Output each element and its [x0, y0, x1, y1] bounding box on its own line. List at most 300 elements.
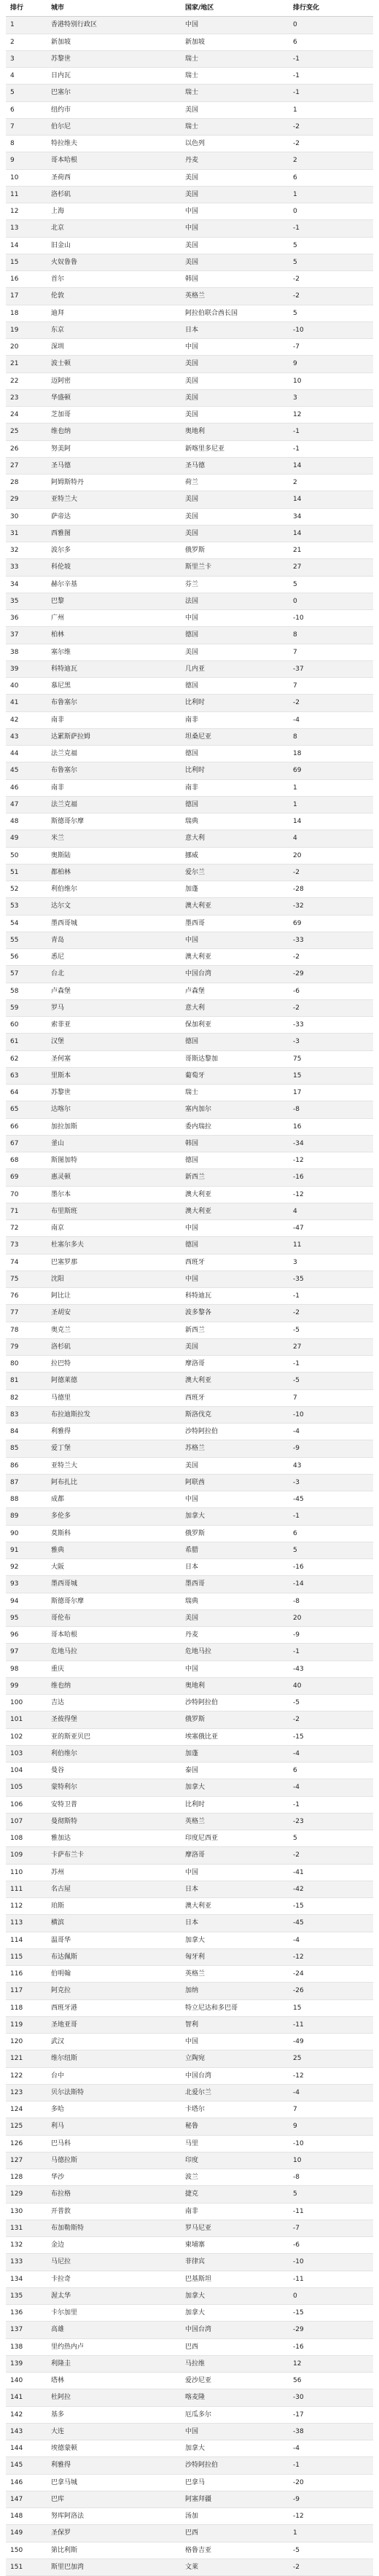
cell-country: 加拿大 — [181, 1932, 289, 1948]
cell-rank: 18 — [6, 305, 47, 321]
table-row — [6, 152, 373, 169]
cell-country: 几内亚 — [181, 660, 289, 677]
cell-country: 美国 — [181, 644, 289, 660]
cell-city: 伦敦 — [47, 288, 181, 305]
cell-rank: 61 — [6, 1034, 47, 1050]
cell-rank: 54 — [6, 915, 47, 932]
table-body — [6, 17, 373, 2576]
cell-rank: 142 — [6, 2406, 47, 2423]
cell-rank-change: 8 — [289, 728, 373, 745]
cell-rank: 81 — [6, 1373, 47, 1389]
cell-city: 卡尔加里 — [47, 2305, 181, 2322]
table-row — [6, 1203, 373, 1219]
cell-country: 墨西哥 — [181, 915, 289, 932]
cell-rank: 16 — [6, 271, 47, 288]
cell-city: 布鲁塞尔 — [47, 762, 181, 779]
table-row — [6, 915, 373, 932]
cell-rank: 38 — [6, 644, 47, 660]
cell-country: 中国 — [181, 610, 289, 627]
cell-city: 苏黎世 — [47, 50, 181, 67]
cell-city: 亚的斯亚贝巴 — [47, 1728, 181, 1745]
cell-city: 维也纳 — [47, 424, 181, 440]
cell-rank: 3 — [6, 50, 47, 67]
cell-rank: 139 — [6, 2355, 47, 2372]
cell-rank: 80 — [6, 1356, 47, 1373]
cell-rank-change: -5 — [289, 1322, 373, 1338]
cell-rank: 57 — [6, 966, 47, 983]
cell-country: 波多黎各 — [181, 1305, 289, 1322]
cell-rank-change: 56 — [289, 2373, 373, 2389]
cell-city: 慕尼黑 — [47, 678, 181, 695]
table-row — [6, 1813, 373, 1830]
cell-rank-change: -6 — [289, 983, 373, 999]
cell-rank: 63 — [6, 1067, 47, 1084]
table-row — [6, 1135, 373, 1152]
cell-rank-change: -5 — [289, 1373, 373, 1389]
table-row — [6, 1101, 373, 1118]
cell-country: 英格兰 — [181, 1813, 289, 1830]
cell-rank: 13 — [6, 220, 47, 237]
table-row — [6, 2034, 373, 2050]
cell-country: 加拿大 — [181, 2440, 289, 2457]
table-row — [6, 1491, 373, 1508]
table-row — [6, 1864, 373, 1881]
cell-city: 迪拜 — [47, 305, 181, 321]
table-row — [6, 1457, 373, 1474]
header-row — [6, 0, 373, 17]
cell-city: 达喀尔 — [47, 1101, 181, 1118]
cell-rank: 41 — [6, 695, 47, 711]
table-row — [6, 1271, 373, 1287]
cell-country: 英格兰 — [181, 288, 289, 305]
cell-rank: 22 — [6, 372, 47, 389]
cell-rank: 50 — [6, 847, 47, 864]
cell-city: 青岛 — [47, 932, 181, 948]
cell-rank: 131 — [6, 2220, 47, 2236]
cell-country: 美国 — [181, 389, 289, 406]
cell-rank: 49 — [6, 830, 47, 847]
table-row — [6, 627, 373, 644]
cell-city: 奥克兰 — [47, 1322, 181, 1338]
cell-rank-change: -2 — [289, 1847, 373, 1864]
cell-rank-change: -2 — [289, 695, 373, 711]
table-row — [6, 2186, 373, 2203]
table-row — [6, 2271, 373, 2287]
cell-rank-change: 16 — [289, 1118, 373, 1135]
cell-rank-change: -4 — [289, 2084, 373, 2101]
cell-city: 曼彻斯特 — [47, 1813, 181, 1830]
table-row — [6, 1424, 373, 1440]
cell-rank: 75 — [6, 1271, 47, 1287]
table-row — [6, 1966, 373, 1983]
table-row — [6, 728, 373, 745]
table-row — [6, 288, 373, 305]
cell-city: 曼谷 — [47, 1763, 181, 1779]
cell-country: 奥地利 — [181, 424, 289, 440]
cell-country: 匈牙利 — [181, 1948, 289, 1965]
table-row — [6, 1559, 373, 1576]
table-row — [6, 2016, 373, 2033]
cell-country: 喀麦隆 — [181, 2389, 289, 2406]
table-row — [6, 2491, 373, 2507]
cell-rank: 5 — [6, 85, 47, 101]
cell-rank-change: 1 — [289, 101, 373, 118]
cell-city: 雅加达 — [47, 1830, 181, 1847]
cell-rank-change: -42 — [289, 1881, 373, 1897]
cell-rank-change: 5 — [289, 1830, 373, 1847]
table-row — [6, 2067, 373, 2084]
cell-rank: 34 — [6, 576, 47, 593]
table-row — [6, 2559, 373, 2575]
cell-rank-change: 6 — [289, 34, 373, 50]
cell-rank-change: 14 — [289, 457, 373, 474]
table-row — [6, 864, 373, 881]
cell-rank: 4 — [6, 68, 47, 85]
cell-country: 中国 — [181, 932, 289, 948]
table-row — [6, 2287, 373, 2304]
table-row — [6, 830, 373, 847]
table-row — [6, 2237, 373, 2254]
cell-rank: 78 — [6, 1322, 47, 1338]
cell-rank-change: 3 — [289, 1254, 373, 1271]
cell-city: 莫斯科 — [47, 1525, 181, 1542]
table-row — [6, 813, 373, 830]
cell-rank-change: 11 — [289, 1237, 373, 1254]
cell-rank: 35 — [6, 593, 47, 609]
cell-rank: 76 — [6, 1288, 47, 1305]
cell-city: 利伯维尔 — [47, 1745, 181, 1762]
cell-rank-change: -12 — [289, 2508, 373, 2525]
table-row — [6, 2135, 373, 2152]
cell-country: 印度尼西亚 — [181, 1830, 289, 1847]
table-row — [6, 1338, 373, 1355]
cell-rank-change: -33 — [289, 1017, 373, 1034]
cell-country: 中国 — [181, 1271, 289, 1287]
cell-city: 达尔文 — [47, 898, 181, 915]
table-row — [6, 949, 373, 966]
cell-city: 华盛顿 — [47, 389, 181, 406]
cell-rank-change: -41 — [289, 1864, 373, 1881]
cell-city: 名古屋 — [47, 1881, 181, 1897]
cell-country: 日本 — [181, 1559, 289, 1576]
cell-rank-change: -11 — [289, 2271, 373, 2287]
cell-country: 北爱尔兰 — [181, 2084, 289, 2101]
cell-country: 澳大利亚 — [181, 949, 289, 966]
table-row — [6, 1932, 373, 1948]
cell-country: 中国 — [181, 2034, 289, 2050]
cell-country: 委内瑞拉 — [181, 1118, 289, 1135]
cell-rank: 144 — [6, 2440, 47, 2457]
cell-country: 比利时 — [181, 1796, 289, 1813]
cell-city: 北京 — [47, 220, 181, 237]
table-row — [6, 1915, 373, 1932]
cell-rank: 21 — [6, 356, 47, 372]
cell-country: 美国 — [181, 186, 289, 203]
cell-country: 罗马尼亚 — [181, 2220, 289, 2236]
cell-city: 洛杉矶 — [47, 1338, 181, 1355]
cell-rank-change: 20 — [289, 1609, 373, 1626]
cell-rank-change: -8 — [289, 1593, 373, 1609]
cell-country: 智利 — [181, 2016, 289, 2033]
cell-city: 巴拿马城 — [47, 2474, 181, 2491]
table-row — [6, 1305, 373, 1322]
table-row — [6, 1373, 373, 1389]
table-row — [6, 1830, 373, 1847]
cell-city: 武汉 — [47, 2034, 181, 2050]
cell-city: 釜山 — [47, 1135, 181, 1152]
cell-country: 保加利亚 — [181, 1017, 289, 1034]
cell-city: 科特迪瓦 — [47, 660, 181, 677]
cell-rank-change: 5 — [289, 237, 373, 254]
cell-city: 首尔 — [47, 271, 181, 288]
city-ranking-table — [6, 0, 373, 2576]
cell-rank-change: -29 — [289, 966, 373, 983]
cell-rank-change: -4 — [289, 1932, 373, 1948]
table-row — [6, 559, 373, 576]
table-row — [6, 1474, 373, 1491]
table-row — [6, 389, 373, 406]
cell-rank: 14 — [6, 237, 47, 254]
cell-rank-change: 7 — [289, 644, 373, 660]
cell-rank-change: 9 — [289, 2118, 373, 2135]
cell-city: 华沙 — [47, 2169, 181, 2186]
cell-rank-change: 4 — [289, 830, 373, 847]
cell-rank-change: -16 — [289, 1559, 373, 1576]
cell-rank: 93 — [6, 1576, 47, 1593]
cell-rank-change: -5 — [289, 2542, 373, 2559]
cell-rank: 37 — [6, 627, 47, 644]
table-row — [6, 1254, 373, 1271]
cell-rank-change: 0 — [289, 593, 373, 609]
cell-city: 惠灵顿 — [47, 1169, 181, 1186]
cell-rank-change: 1 — [289, 186, 373, 203]
cell-rank: 33 — [6, 559, 47, 576]
cell-city: 洛杉矶 — [47, 186, 181, 203]
cell-city: 利雅得 — [47, 1424, 181, 1440]
table-row — [6, 2406, 373, 2423]
cell-rank-change: 12 — [289, 2355, 373, 2372]
cell-rank: 40 — [6, 678, 47, 695]
cell-rank-change: 21 — [289, 542, 373, 559]
cell-rank-change: -49 — [289, 2034, 373, 2050]
cell-rank: 117 — [6, 1983, 47, 1999]
cell-rank: 44 — [6, 746, 47, 762]
cell-rank: 123 — [6, 2084, 47, 2101]
table-row — [6, 34, 373, 50]
cell-city: 圣保罗 — [47, 2525, 181, 2542]
cell-country: 马拉维 — [181, 2355, 289, 2372]
table-row — [6, 68, 373, 85]
table-row — [6, 1237, 373, 1254]
cell-city: 横滨 — [47, 1915, 181, 1932]
cell-rank-change: -17 — [289, 2406, 373, 2423]
cell-country: 德国 — [181, 796, 289, 813]
cell-country: 澳大利亚 — [181, 1898, 289, 1915]
cell-city: 南非 — [47, 711, 181, 728]
cell-city: 伯尔尼 — [47, 118, 181, 135]
cell-city: 萨帝达 — [47, 508, 181, 525]
cell-rank: 59 — [6, 999, 47, 1016]
cell-city: 台中 — [47, 2067, 181, 2084]
cell-country: 加蓬 — [181, 1745, 289, 1762]
cell-rank-change: 7 — [289, 678, 373, 695]
cell-city: 巴马科 — [47, 2135, 181, 2152]
cell-rank-change: -2 — [289, 118, 373, 135]
cell-city: 布达佩斯 — [47, 1948, 181, 1965]
cell-rank: 98 — [6, 1660, 47, 1677]
cell-city: 利雅得 — [47, 2457, 181, 2474]
cell-country: 丹麦 — [181, 152, 289, 169]
cell-country: 埃塞俄比亚 — [181, 1728, 289, 1745]
table-row — [6, 2457, 373, 2474]
cell-country: 汤加 — [181, 2508, 289, 2525]
table-row — [6, 2423, 373, 2440]
cell-rank-change: -2 — [289, 288, 373, 305]
cell-rank: 64 — [6, 1085, 47, 1101]
cell-rank: 102 — [6, 1728, 47, 1745]
cell-rank-change: 2 — [289, 475, 373, 491]
cell-country: 德国 — [181, 627, 289, 644]
cell-rank: 101 — [6, 1712, 47, 1728]
table-row — [6, 1542, 373, 1558]
cell-rank-change: 1 — [289, 796, 373, 813]
cell-rank: 150 — [6, 2542, 47, 2559]
cell-rank: 56 — [6, 949, 47, 966]
cell-country: 坦桑尼亚 — [181, 728, 289, 745]
cell-rank: 104 — [6, 1763, 47, 1779]
cell-rank-change: 8 — [289, 627, 373, 644]
cell-country: 美国 — [181, 101, 289, 118]
table-row — [6, 1660, 373, 1677]
cell-city: 布拉格 — [47, 2186, 181, 2203]
cell-rank: 42 — [6, 711, 47, 728]
table-row — [6, 2525, 373, 2542]
cell-rank: 12 — [6, 203, 47, 220]
cell-city: 南非 — [47, 779, 181, 796]
header-city: 城市 — [47, 0, 181, 17]
cell-rank: 83 — [6, 1406, 47, 1423]
table-row — [6, 2050, 373, 2067]
cell-city: 巴黎 — [47, 593, 181, 609]
cell-rank: 100 — [6, 1695, 47, 1712]
cell-city: 圣地亚哥 — [47, 2016, 181, 2033]
cell-rank-change: -28 — [289, 881, 373, 898]
cell-country: 美国 — [181, 1609, 289, 1626]
cell-rank-change: 5 — [289, 305, 373, 321]
cell-country: 沙特阿拉伯 — [181, 2457, 289, 2474]
cell-country: 英格兰 — [181, 1966, 289, 1983]
cell-rank: 17 — [6, 288, 47, 305]
cell-rank: 67 — [6, 1135, 47, 1152]
cell-city: 温哥华 — [47, 1932, 181, 1948]
cell-rank-change: -3 — [289, 1034, 373, 1050]
cell-rank: 26 — [6, 440, 47, 457]
cell-rank-change: 6 — [289, 1763, 373, 1779]
cell-rank: 52 — [6, 881, 47, 898]
cell-country: 奥地利 — [181, 1677, 289, 1694]
cell-rank-change: -2 — [289, 999, 373, 1016]
cell-rank-change: -34 — [289, 1135, 373, 1152]
cell-rank-change: 7 — [289, 2101, 373, 2118]
cell-rank-change: -1 — [289, 440, 373, 457]
cell-rank-change: -4 — [289, 1779, 373, 1796]
cell-rank: 84 — [6, 1424, 47, 1440]
table-row — [6, 576, 373, 593]
cell-rank: 113 — [6, 1915, 47, 1932]
cell-country: 沙特阿拉伯 — [181, 1695, 289, 1712]
cell-country: 澳大利亚 — [181, 898, 289, 915]
cell-country: 俄罗斯 — [181, 542, 289, 559]
cell-rank: 112 — [6, 1898, 47, 1915]
cell-rank: 66 — [6, 1118, 47, 1135]
cell-rank: 51 — [6, 864, 47, 881]
cell-rank: 133 — [6, 2254, 47, 2271]
cell-country: 中国 — [181, 2423, 289, 2440]
cell-rank: 124 — [6, 2101, 47, 2118]
table-row — [6, 1898, 373, 1915]
cell-rank: 20 — [6, 339, 47, 356]
cell-city: 蒙特利尔 — [47, 1779, 181, 1796]
cell-city: 第比利斯 — [47, 2542, 181, 2559]
cell-country: 美国 — [181, 237, 289, 254]
cell-country: 新西兰 — [181, 1169, 289, 1186]
table-row — [6, 237, 373, 254]
cell-rank-change: 0 — [289, 2287, 373, 2304]
cell-rank-change: -7 — [289, 2220, 373, 2236]
cell-city: 波士顿 — [47, 356, 181, 372]
cell-country: 卢森堡 — [181, 983, 289, 999]
cell-rank: 48 — [6, 813, 47, 830]
table-row — [6, 542, 373, 559]
table-row — [6, 424, 373, 440]
cell-country: 哥斯达黎加 — [181, 1050, 289, 1067]
table-row — [6, 1050, 373, 1067]
cell-rank: 15 — [6, 254, 47, 270]
cell-country: 瑞士 — [181, 50, 289, 67]
cell-country: 新加坡 — [181, 34, 289, 50]
cell-country: 特立尼达和多巴哥 — [181, 1999, 289, 2016]
cell-city: 上海 — [47, 203, 181, 220]
cell-city: 阿德莱德 — [47, 1373, 181, 1389]
cell-rank-change: -4 — [289, 1424, 373, 1440]
table-row — [6, 1763, 373, 1779]
cell-rank-change: -2 — [289, 1305, 373, 1322]
cell-city: 巴库 — [47, 2491, 181, 2507]
table-row — [6, 2373, 373, 2389]
cell-rank: 111 — [6, 1881, 47, 1897]
cell-rank-change: 14 — [289, 813, 373, 830]
table-row — [6, 17, 373, 34]
table-row — [6, 475, 373, 491]
cell-city: 布加勒斯特 — [47, 2220, 181, 2236]
cell-city: 广州 — [47, 610, 181, 627]
cell-rank-change: -12 — [289, 1186, 373, 1203]
cell-rank: 11 — [6, 186, 47, 203]
cell-country: 澳大利亚 — [181, 1203, 289, 1219]
table-row — [6, 254, 373, 270]
cell-rank-change: -1 — [289, 220, 373, 237]
cell-rank-change: -10 — [289, 610, 373, 627]
table-row — [6, 711, 373, 728]
cell-country: 韩国 — [181, 271, 289, 288]
cell-rank-change: -37 — [289, 660, 373, 677]
cell-country: 格鲁吉亚 — [181, 2542, 289, 2559]
cell-rank: 71 — [6, 1203, 47, 1219]
table-row — [6, 1695, 373, 1712]
cell-rank: 28 — [6, 475, 47, 491]
cell-country: 秘鲁 — [181, 2118, 289, 2135]
cell-rank: 72 — [6, 1220, 47, 1237]
